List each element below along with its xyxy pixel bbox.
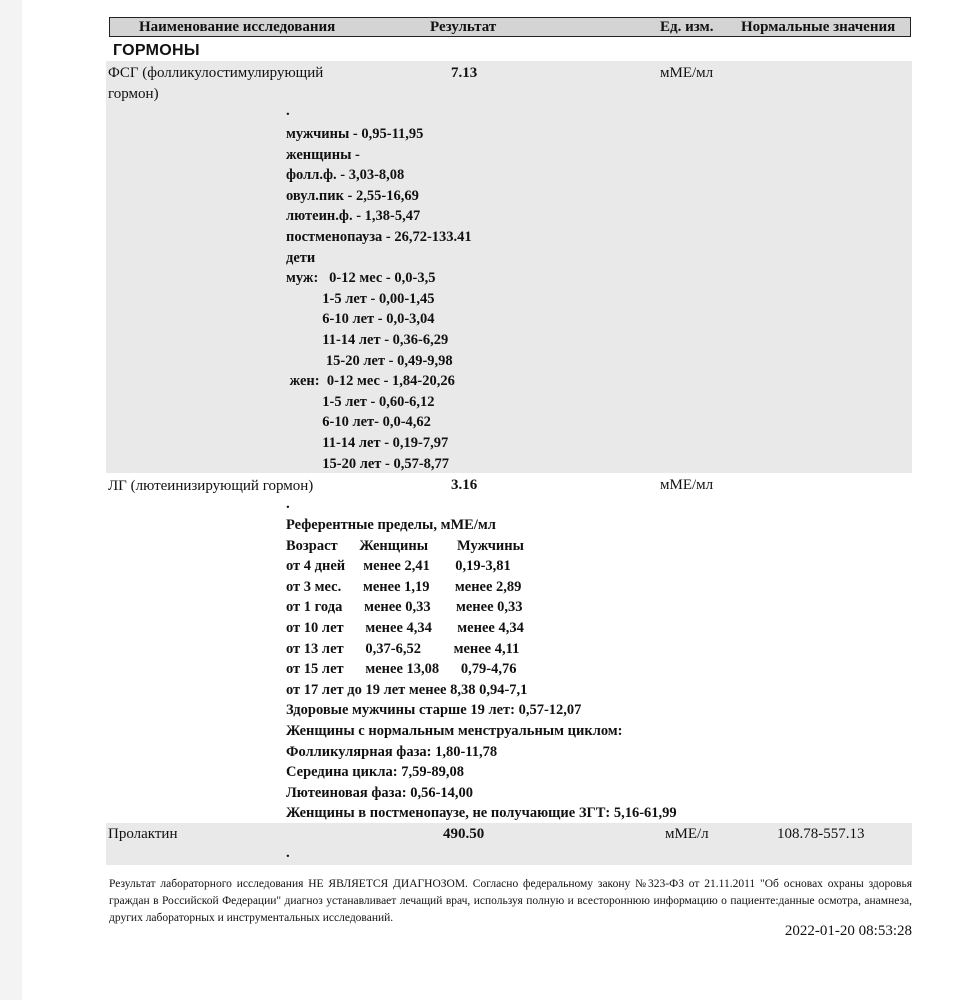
fsh-reference-line: постменопауза - 26,72-133.41 bbox=[286, 229, 472, 245]
fsh-reference-line: 15-20 лет - 0,49-9,98 bbox=[286, 352, 453, 369]
fsh-reference-line: муж: 0-12 мес - 0,0-3,5 bbox=[286, 270, 436, 287]
prolactin-dot: . bbox=[286, 845, 290, 861]
prolactin-norm: 108.78-557.13 bbox=[777, 826, 865, 842]
fsh-name bbox=[108, 63, 323, 105]
lh-reference-line: Женщины с нормальным менструальным циклом: bbox=[286, 723, 623, 739]
lh-reference-line: Фолликулярная фаза: 1,80-11,78 bbox=[286, 743, 498, 760]
fsh-reference-line: фолл.ф. - 3,03-8,08 bbox=[286, 167, 405, 184]
fsh-reference-line: 1-5 лет - 0,60-6,12 bbox=[286, 393, 435, 410]
lh-reference-line: Здоровые мужчины старше 19 лет: 0,57-12,07 bbox=[286, 702, 582, 719]
lh-reference-line: от 13 лет 0,37-6,52 менее 4,11 bbox=[286, 640, 520, 657]
fsh-reference-line: жен: 0-12 мес - 1,84-20,26 bbox=[286, 373, 455, 390]
fsh-reference-line: лютеин.ф. - 1,38-5,47 bbox=[286, 208, 421, 225]
fsh-reference-line: 6-10 лет - 0,0-3,04 bbox=[286, 311, 435, 328]
disclaimer-text: Результат лабораторного исследования НЕ ЯВЛЯЕТСЯ ДИАГНОЗОМ. Согласно федеральному закону №323-ФЗ от 21.11.2011 "Об основах охраны здоровья граждан в Российской Федерации" диагноз устанавливает лечащий врач, используя полную и всестороннюю информацию о пациенте:данные осмотра, анамнеза, других лабораторных и инструментальных исследований. bbox=[109, 878, 912, 924]
prolactin-unit: мМЕ/л bbox=[665, 826, 709, 842]
fsh-row-shade bbox=[106, 61, 912, 473]
lh-name: ЛГ (лютеинизирующий гормон) bbox=[108, 478, 314, 494]
section-title: ГОРМОНЫ bbox=[113, 42, 200, 59]
header-result: Результат bbox=[430, 19, 497, 35]
prolactin-value: 490.50 bbox=[443, 826, 485, 842]
fsh-reference-line: 11-14 лет - 0,36-6,29 bbox=[286, 332, 449, 348]
lh-reference-line: от 17 лет до 19 лет менее 8,38 0,94-7,1 bbox=[286, 681, 528, 698]
prolactin-name: Пролактин bbox=[108, 826, 178, 842]
table-header bbox=[109, 17, 911, 37]
header-unit: Ед. изм. bbox=[660, 19, 714, 35]
fsh-value: 7.13 bbox=[451, 65, 478, 81]
lh-reference-line: от 4 дней менее 2,41 0,19-3,81 bbox=[286, 558, 511, 575]
header-name: Наименование исследования bbox=[139, 19, 336, 35]
fsh-reference-line: овул.пик - 2,55-16,69 bbox=[286, 187, 419, 204]
lh-reference-line: Женщины в постменопаузе, не получающие ЗГТ: 5,16-61,99 bbox=[286, 805, 677, 822]
fsh-reference-line: дети bbox=[286, 249, 316, 266]
fsh-reference-line: женщины - bbox=[286, 146, 360, 163]
lh-reference-line: Середина цикла: 7,59-89,08 bbox=[286, 764, 465, 781]
lh-reference-line: от 10 лет менее 4,34 менее 4,34 bbox=[286, 620, 524, 636]
lh-reference-line: Лютеиновая фаза: 0,56-14,00 bbox=[286, 784, 474, 801]
fsh-reference-line: 15-20 лет - 0,57-8,77 bbox=[286, 455, 450, 472]
header-norm: Нормальные значения bbox=[741, 19, 896, 35]
lh-unit: мМЕ/мл bbox=[660, 477, 714, 493]
fsh-reference-line: 1-5 лет - 0,00-1,45 bbox=[286, 290, 435, 307]
lh-reference-line: от 15 лет менее 13,08 0,79-4,76 bbox=[286, 661, 517, 678]
fsh-unit: мМЕ/мл bbox=[660, 65, 714, 81]
fsh-reference-line: мужчины - 0,95-11,95 bbox=[286, 126, 424, 142]
lh-reference-line: от 1 года менее 0,33 менее 0,33 bbox=[286, 599, 523, 616]
report-timestamp: 2022-01-20 08:53:28 bbox=[784, 923, 912, 939]
lh-value: 3.16 bbox=[451, 477, 478, 493]
fsh-name-line1: ФСГ (фолликулостимулирующий bbox=[108, 65, 324, 81]
fsh-reference-line: 6-10 лет- 0,0-4,62 bbox=[286, 414, 431, 431]
lh-reference-line: от 3 мес. менее 1,19 менее 2,89 bbox=[286, 578, 522, 595]
lh-dot: . bbox=[286, 496, 290, 512]
lh-reference-line: Референтные пределы, мМЕ/мл bbox=[286, 517, 496, 533]
lh-reference-line: Возраст Женщины Мужчины bbox=[286, 537, 524, 554]
fsh-name-line2: гормон) bbox=[108, 86, 159, 102]
fsh-dot: . bbox=[286, 103, 290, 119]
fsh-reference-line: 11-14 лет - 0,19-7,97 bbox=[286, 435, 449, 451]
